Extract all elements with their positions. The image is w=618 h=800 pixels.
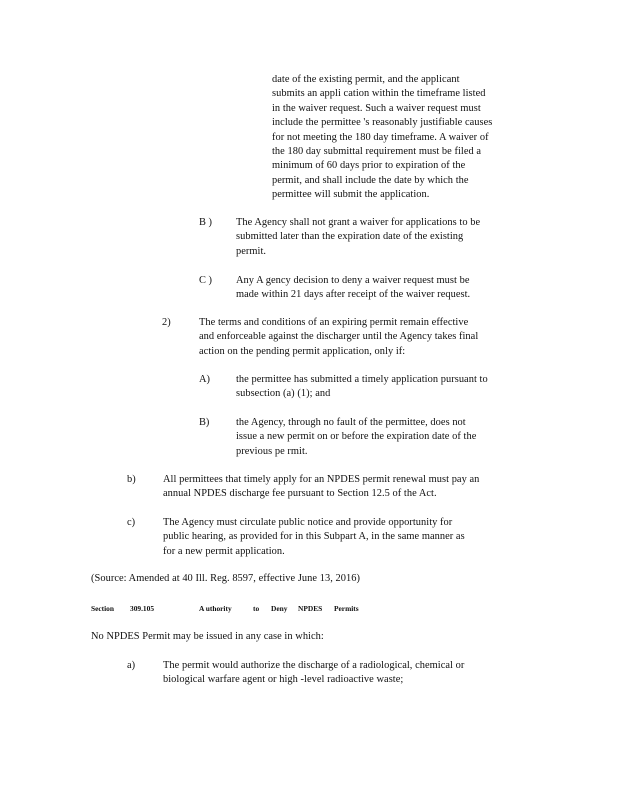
item-label: c) [127, 517, 136, 528]
paragraph-line: Any A gency decision to deny a waiver request must be [236, 275, 470, 286]
paragraph-line: public hearing, as provided for in this Subpart A, in the same manner as [163, 531, 465, 543]
agency-fault-paragraph [236, 416, 476, 459]
item-label: B ) [199, 217, 212, 228]
paragraph-line: date of the existing permit, and the applicant [272, 74, 460, 85]
paragraph-line: the Agency, through no fault of the permittee, does not [236, 417, 466, 428]
paragraph-line: made within 21 days after receipt of the waiver request. [236, 289, 471, 301]
paragraph-line: The terms and conditions of an expiring permit remain effective [199, 317, 469, 328]
paragraph-line: The Agency must circulate public notice and provide opportunity for [163, 517, 453, 528]
source-note: (Source: Amended at 40 Ill. Reg. 8597, effective June 13, 2016) [91, 573, 361, 584]
item-label: b) [127, 474, 136, 485]
paragraph-line: All permittees that timely apply for an NPDES permit renewal must pay an [163, 474, 480, 485]
section-title-word: to [253, 604, 260, 613]
expiring-permit-paragraph [199, 316, 478, 359]
waiver-denial-paragraph [236, 216, 480, 259]
renewal-fee-paragraph [163, 473, 479, 502]
paragraph-line: permittee will submit the application. [272, 189, 430, 201]
item-label: C ) [199, 275, 212, 286]
section-number-label: Section [91, 604, 114, 613]
paragraph-line: and enforceable against the discharger until the Agency takes final [199, 331, 479, 343]
paragraph-line: submitted later than the expiration date of the existing [236, 231, 464, 243]
paragraph-line: in the waiver request. Such a waiver request must [272, 102, 481, 114]
paragraph-line: issue a new permit on or before the expiration date of the [236, 431, 477, 443]
paragraph-line: The permit would authorize the discharge of a radiological, chemical or [163, 660, 465, 671]
section-title-word: Deny [271, 604, 288, 613]
section-title-word: Permits [334, 604, 359, 613]
paragraph-line: biological warfare agent or high -level radioactive waste; [163, 674, 404, 686]
paragraph-line: permit. [236, 245, 267, 257]
paragraph-line: submits an appli cation within the timeframe listed [272, 88, 486, 100]
paragraph-line: for a new permit application. [163, 545, 285, 557]
section-title-word: A uthority [199, 604, 232, 613]
section-intro: No NPDES Permit may be issued in any case in which: [91, 631, 324, 642]
paragraph-line: minimum of 60 days prior to expiration of the [272, 160, 466, 172]
agency-decision-paragraph [236, 274, 470, 303]
prohibited-discharge-paragraph [163, 659, 464, 688]
item-label: B) [199, 417, 210, 428]
paragraph-line: subsection (a) (1); and [236, 388, 331, 400]
paragraph-line: the permittee has submitted a timely application pursuant to [236, 374, 488, 385]
section-code: 309.105 [130, 604, 155, 613]
paragraph-line: The Agency shall not grant a waiver for applications to be [236, 217, 481, 228]
paragraph-line: permit, and shall include the date by which the [272, 174, 469, 186]
paragraph-line: the 180 day submittal requirement must be filed a [272, 146, 482, 158]
item-label: A) [199, 374, 210, 385]
paragraph-line: include the permittee 's reasonably justifiable causes [272, 117, 493, 129]
timely-application-paragraph [236, 373, 488, 402]
item-label: 2) [162, 317, 171, 328]
public-notice-paragraph [163, 516, 465, 559]
paragraph-line: for not meeting the 180 day timeframe. A waiver of [272, 131, 489, 143]
paragraph-line: previous pe rmit. [236, 445, 308, 457]
paragraph-line: annual NPDES discharge fee pursuant to Section 12.5 of the Act. [163, 488, 437, 500]
waiver-continuation-paragraph [272, 73, 492, 203]
item-label: a) [127, 660, 136, 671]
section-title-word: NPDES [298, 604, 323, 613]
paragraph-line: action on the pending permit application, only if: [199, 345, 406, 357]
